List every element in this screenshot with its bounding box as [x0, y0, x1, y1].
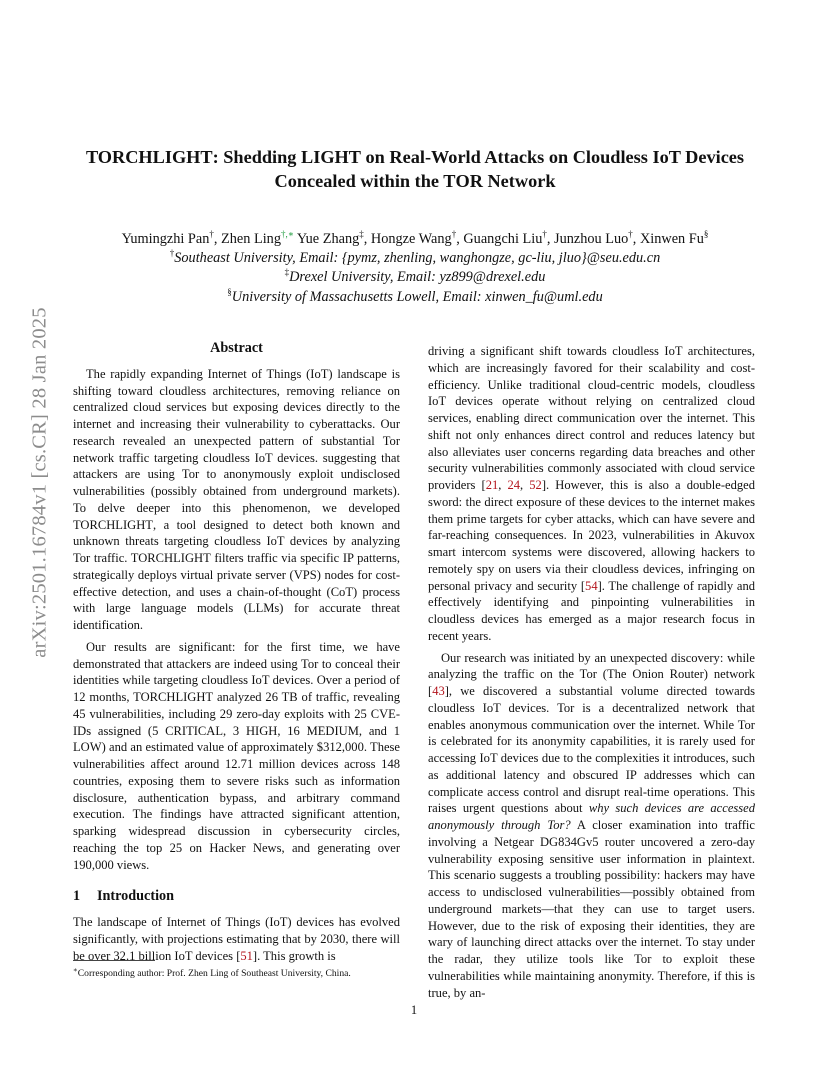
author-name: Hongze Wang	[370, 230, 452, 247]
text-run: ]. The challenge of rapidly and effectively identifying and pinpointing vulnerabilities in cloudless devices has emerged as a major research focus in recent years.	[428, 578, 755, 643]
tool-name: CHLIGHT	[155, 551, 211, 565]
author-name: Yumingzhi Pan	[121, 230, 210, 247]
tool-name: CHLIGHT	[97, 517, 153, 532]
arxiv-identifier-text: arXiv:2501.16784v1 [cs.CR] 28 Jan 2025	[28, 306, 51, 658]
footnote-text: Corresponding author: Prof. Zhen Ling of Southeast University, China.	[77, 968, 351, 980]
title-part: : Shedding L	[212, 147, 314, 167]
abstract-heading: Abstract	[210, 340, 263, 356]
section-number: 1	[73, 888, 81, 905]
introduction-paragraph-2	[428, 650, 755, 1002]
text-run: driving a significant shift towards cloudless IoT architectures, which are increasingly favored for their scalability and cost-efficiency. Unlike traditional cloud-centric models, cloudless IoT devices operate without relying on centralized cloud services, enabling direct communication over the internet. This shift not only enhances direct control and reduces latency but also alleviates user concerns regarding data breaches and other security vulnerabilities commonly associated with cloud service providers [	[428, 344, 755, 492]
author-name: Yue Zhang	[296, 230, 360, 247]
affiliation-text: Southeast University, Email: {pymz, zhenling, wanghongze, gc-liu, jluo}@seu.edu.cn	[174, 249, 661, 266]
right-column	[428, 343, 755, 1001]
author-mark: †	[451, 229, 457, 239]
title-line-2	[60, 169, 770, 193]
author-mark: ‡	[359, 229, 364, 239]
text-run: The landscape of Internet of Things (IoT) devices has evolved significantly, with projections estimating that by 2030, there will be over 32.1 billion IoT devices [	[73, 915, 400, 963]
author-name: Junzhou Luo	[554, 230, 629, 247]
citation-link[interactable]: 54	[585, 578, 598, 593]
page-number: 1	[410, 1003, 418, 1017]
abstract-paragraph-1	[73, 366, 400, 634]
abstract-paragraph-2	[73, 639, 400, 874]
title-part: Network	[482, 171, 556, 191]
text-run: ,	[520, 478, 530, 492]
section-title: Introduction	[97, 888, 174, 905]
author-mark: †,∗	[280, 229, 294, 239]
footnote-rule	[73, 960, 155, 961]
text-run: The rapidly expanding Internet of Things (IoT) landscape is shifting toward cloudless architectures, removing reliance on centralized cloud services but exposing devices directly to the internet and increasing their vulnerability to cyberattacks. Our research revealed an unexpected pattern of substantial Tor network traffic targeting cloudless IoT devices. suggesting that attackers are using Tor to anonymously exploit undisclosed vulnerabilities (possibly obtained from underground markets). To delve deeper into this phenomenon, we developed TOR	[73, 366, 400, 532]
title-part: TOR	[85, 147, 126, 167]
author-mark: †	[628, 229, 633, 239]
author-mark: †	[542, 229, 547, 239]
tool-name: CHLIGHT	[158, 690, 214, 704]
citation-link[interactable]: 24	[507, 478, 521, 492]
introduction-paragraph-1-start	[73, 914, 400, 964]
affiliation-drexel	[60, 264, 770, 286]
paper-title	[60, 145, 770, 193]
affiliation-mark: †	[169, 248, 175, 258]
citation-link[interactable]: 43	[432, 684, 445, 698]
footnote	[73, 964, 403, 980]
text-run: ]. However, this is also a double-edged sword: the direct exposure of these devices to the internet makes them prime targets for cyber attacks, which can have severe and far-reaching consequences. In 2023, vulnerabilities in Akuvox smart intercom systems were discovered, allowing hackers to remotely spy on users via their cloudless devices, infringing on personal privacy and security [	[428, 478, 755, 593]
author-list: Yumingzhi Pan†, Zhen Ling†,∗ Yue Zhang‡, Hongze Wang†, Guangchi Liu†, Junzhou Luo†, Xinwen Fu§	[121, 229, 709, 247]
title-part: on Real-World Attacks on Cloudless IoT Devices	[360, 147, 745, 167]
introduction-paragraph-1-continued	[428, 343, 755, 645]
affiliation-text: University of Massachusetts Lowell, Email: xinwen_fu@uml.edu	[231, 288, 603, 305]
text-run: analyzed 26 TB of traffic, revealing 45 vulnerabilities, including 29 zero-day exploits with 25 CVE-IDs assigned (5 CRITICAL, 3 HIGH, 16 MEDIUM, and 1 LOW) and an estimated value of approximately $312,000. These vulnerabilities affect around 12.71 million devices across 148 countries, exposing them to severe risks such as information disclosure, authentication bypass, and arbitrary command execution. The findings have attracted significant attention, sparking widespread discussion in cybersecurity circles, reaching the top 25 on Hacker News, and generating over 190,000 views.	[73, 690, 400, 872]
author-name: Zhen Ling	[221, 230, 281, 247]
section-heading-introduction	[73, 888, 400, 905]
affiliation-mark: ‡	[284, 267, 290, 277]
affiliation-umass-lowell	[60, 284, 770, 306]
text-run: Our research was initiated by an unexpected discovery: while analyzing the traffic on the Tor (The Onion Router) network [	[428, 650, 755, 698]
affiliation-text: Drexel University, Email: yz899@drexel.edu	[289, 268, 546, 285]
emphasized-question: why such devices are accessed anonymously through Tor?	[428, 801, 755, 832]
title-line-1	[60, 145, 770, 169]
affiliation-mark: §	[227, 287, 232, 297]
author-mark: †	[209, 229, 214, 239]
author-name: Guangchi Liu	[463, 230, 543, 247]
title-part: CHLIGHT	[125, 147, 213, 167]
arxiv-identifier-stamp	[22, 292, 58, 672]
citation-link[interactable]: 21	[485, 478, 499, 492]
text-run: ], we discovered a substantial volume directed towards cloudless IoT devices. Tor is a decentralized network that enables anonymous communication over the internet. While Tor is celebrated for its anonymity capabilities, it is rarely used for accessing IoT devices due to the complexities it introduces, such as additional latency and obscured IP addresses which can complicate access control and disrupt real-time operations. This raises urgent questions about	[428, 684, 755, 816]
citation-link[interactable]: 52	[529, 478, 542, 492]
text-run: ]. This growth is	[252, 948, 336, 963]
author-name: Xinwen Fu	[639, 230, 704, 247]
footnote-mark: ∗	[73, 966, 78, 974]
author-mark: §	[703, 229, 709, 239]
title-part: IGHT	[313, 147, 361, 167]
text-run: ,	[498, 478, 508, 492]
title-part: OR	[455, 171, 483, 191]
left-column	[73, 340, 400, 964]
text-run: Our results are significant: for the first time, we have demonstrated that attackers are indeed using Tor to conceal their identities while targeting cloudless IoT devices. Over a period of 12 months, TOR	[73, 639, 400, 704]
text-run: A closer examination into traffic involving a Netgear DG834Gv5 router uncovered a zero-day vulnerability exposing sensitive user information in plaintext. This scenario suggests a troubling possibility: hackers may have access to undisclosed vulnerabilities—possibly obtained from underground markets—that they can use to target users. However, due to the risk of exposing their identities, they are wary of launching direct attacks over the internet. To stay under the radar, they utilize tools like Tor to exploit these vulnerabilities while maintaining anonymity. Therefore, if this is true, by an-	[428, 818, 755, 1000]
text-run: filters traffic via specific IP patterns, strategically deploys virtual private server (VPS) nodes for cost-effective detection, and uses a chain-of-thought (CoT) process with large language models (LLMs) for accurate threat identification.	[73, 551, 400, 632]
text-run: , a tool designed to detect both known and unknown threats targeting cloudless IoT devices by analyzing Tor traffic. TOR	[73, 517, 400, 565]
citation-link[interactable]: 51	[240, 948, 253, 963]
title-part: Concealed within the T	[274, 171, 456, 191]
